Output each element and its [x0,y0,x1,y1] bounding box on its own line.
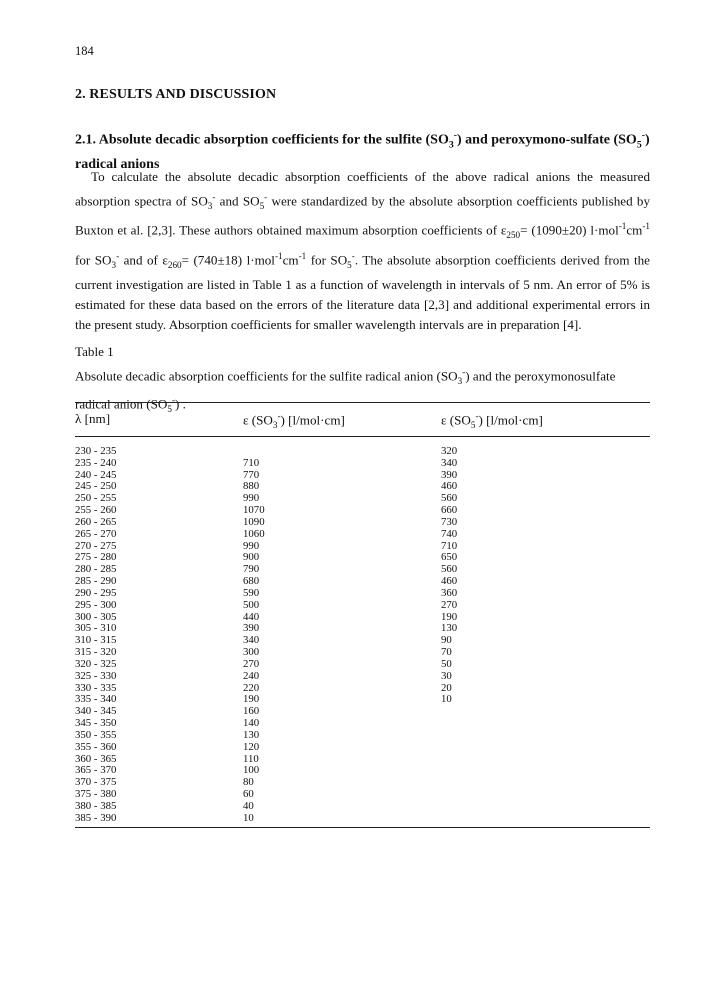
so3-coefficient-cell: 880 [243,480,260,493]
section-heading: 2. RESULTS AND DISCUSSION [75,87,277,102]
wavelength-cell: 340 - 345 [75,705,117,718]
so3-coefficient-cell: 900 [243,551,260,564]
wavelength-cell: 370 - 375 [75,776,117,789]
so5-coefficient-cell: 190 [441,610,458,623]
so3-coefficient-cell: 390 [243,622,260,635]
so3-coefficient-cell: 240 [243,669,260,682]
so3-coefficient-cell: 710 [243,456,260,469]
so5-coefficient-cell: 660 [441,504,458,517]
wavelength-cell: 260 - 265 [75,515,117,528]
so5-coefficient-cell: 30 [441,669,452,682]
column-header-so3: ε $(SO_3^-)$ [l/mol·cm] [243,411,345,430]
so5-coefficient-cell: 710 [441,539,458,552]
wavelength-cell: 385 - 390 [75,811,117,824]
so5-coefficient-cell: 560 [441,563,458,576]
so5-coefficient-cell: 730 [441,515,458,528]
wavelength-cell: 290 - 295 [75,586,117,599]
so5-coefficient-cell: 740 [441,527,458,540]
so3-coefficient-cell: 990 [243,492,260,505]
so5-coefficient-cell: 70 [441,646,452,659]
so3-coefficient-cell: 770 [243,468,260,481]
table-caption: Absolute decadic absorption coefficients for the sulfite radical anion $(SO_3^-)$ and the peroxymonosulfate radical anion $(SO_5^-)$ . [75,367,616,415]
so3-coefficient-cell: 440 [243,610,260,623]
table-row [0,588,720,600]
wavelength-cell: 375 - 380 [75,788,117,801]
table-label: Table 1 [75,344,114,359]
so3-coefficient-cell: 990 [243,539,260,552]
table-row [0,659,720,671]
wavelength-cell: 360 - 365 [75,752,117,765]
so3-coefficient-cell: 140 [243,717,260,730]
so5-coefficient-cell: 560 [441,492,458,505]
wavelength-cell: 335 - 340 [75,693,117,706]
table-row [0,600,720,612]
wavelength-cell: 295 - 300 [75,598,117,611]
so3-coefficient-cell: 340 [243,634,260,647]
so3-coefficient-cell: 1090 [243,515,265,528]
so3-coefficient-cell: 80 [243,776,254,789]
table-row [0,671,720,683]
table-row [0,742,720,754]
so3-coefficient-cell: 270 [243,657,260,670]
wavelength-cell: 345 - 350 [75,717,117,730]
body-paragraph: To calculate the absolute decadic absorption coefficients of the above radical anions the measured absorption spectra of $SO_3^-$ and $SO_5^-$ were standardized by the absolute absorption coefficients published by Buxton et al. [2,3]. These authors obtained maximum absorption coefficients of $\varepsilon_{250}= (1090\pm 20)$ $l\cdot mol^{-1}cm^{-1}$ for $SO_3^-$ and of $\varepsilon_{260}= (740\pm 18)$ $l\cdot mol^{-1}cm^{-1}$ for $SO_5^-$. The absolute absorption coefficients derived from the current investigation are listed in Table 1 as a function of wavelength in intervals of 5 nm. An error of 5% is estimated for these data based on the errors of the literature data [2,3] and additional experimental errors in the present study. Absorption coefficients for smaller wavelength intervals are in preparation [4]. [75,169,650,333]
so5-coefficient-cell: 20 [441,681,452,694]
wavelength-cell: 250 - 255 [75,492,117,505]
wavelength-cell: 275 - 280 [75,551,117,564]
wavelength-cell: 305 - 310 [75,622,117,635]
so3-coefficient-cell: 300 [243,646,260,659]
so3-coefficient-cell: 40 [243,799,254,812]
table-row [0,813,720,825]
table-header-rule [75,436,650,437]
table-body [0,446,720,825]
so3-coefficient-cell: 680 [243,575,260,588]
so3-coefficient-cell: 590 [243,586,260,599]
wavelength-cell: 270 - 275 [75,539,117,552]
wavelength-cell: 245 - 250 [75,480,117,493]
wavelength-cell: 380 - 385 [75,799,117,812]
so5-coefficient-cell: 360 [441,586,458,599]
so3-coefficient-cell: 60 [243,788,254,801]
wavelength-cell: 310 - 315 [75,634,117,647]
wavelength-cell: 300 - 305 [75,610,117,623]
wavelength-cell: 355 - 360 [75,740,117,753]
so5-coefficient-cell: 10 [441,693,452,706]
so3-coefficient-cell: 1060 [243,527,265,540]
wavelength-cell: 320 - 325 [75,657,117,670]
so3-coefficient-cell: 120 [243,740,260,753]
wavelength-cell: 365 - 370 [75,764,117,777]
wavelength-cell: 265 - 270 [75,527,117,540]
table-row [0,458,720,470]
so5-coefficient-cell: 460 [441,480,458,493]
wavelength-cell: 325 - 330 [75,669,117,682]
subsection-heading: 2.1. Absolute decadic absorption coefficients for the sulfite $(SO_3^-)$ and peroxymono-sulfate $(SO_5^-)$ radical anions [75,130,650,173]
so3-coefficient-cell: 190 [243,693,260,706]
so3-coefficient-cell: 1070 [243,504,265,517]
column-header-wavelength: λ [nm] [75,411,111,426]
column-header-so5: ε $(SO_5^-)$ [l/mol·cm] [441,411,543,430]
table-top-rule [75,402,650,403]
so5-coefficient-cell: 50 [441,657,452,670]
table-row [0,529,720,541]
table-bottom-rule [75,827,650,828]
wavelength-cell: 255 - 260 [75,504,117,517]
so3-coefficient-cell: 500 [243,598,260,611]
wavelength-cell: 350 - 355 [75,728,117,741]
wavelength-cell: 235 - 240 [75,456,117,469]
so5-coefficient-cell: 650 [441,551,458,564]
table-row [0,801,720,813]
so5-coefficient-cell: 270 [441,598,458,611]
wavelength-cell: 230 - 235 [75,445,117,457]
wavelength-cell: 285 - 290 [75,575,117,588]
so3-coefficient-cell: 130 [243,728,260,741]
so5-coefficient-cell: 460 [441,575,458,588]
so5-coefficient-cell: 390 [441,468,458,481]
so5-coefficient-cell: 130 [441,622,458,635]
wavelength-cell: 315 - 320 [75,646,117,659]
wavelength-cell: 330 - 335 [75,681,117,694]
so5-coefficient-cell: 90 [441,634,452,647]
wavelength-cell: 280 - 285 [75,563,117,576]
so3-coefficient-cell: 100 [243,764,260,777]
so5-coefficient-cell: 320 [441,445,458,457]
so3-coefficient-cell: 10 [243,811,254,824]
wavelength-cell: 240 - 245 [75,468,117,481]
so3-coefficient-cell: 220 [243,681,260,694]
page-number: 184 [75,44,94,58]
so5-coefficient-cell: 340 [441,456,458,469]
so3-coefficient-cell: 160 [243,705,260,718]
table-row [0,730,720,742]
so3-coefficient-cell: 110 [243,752,259,765]
so3-coefficient-cell: 790 [243,563,260,576]
